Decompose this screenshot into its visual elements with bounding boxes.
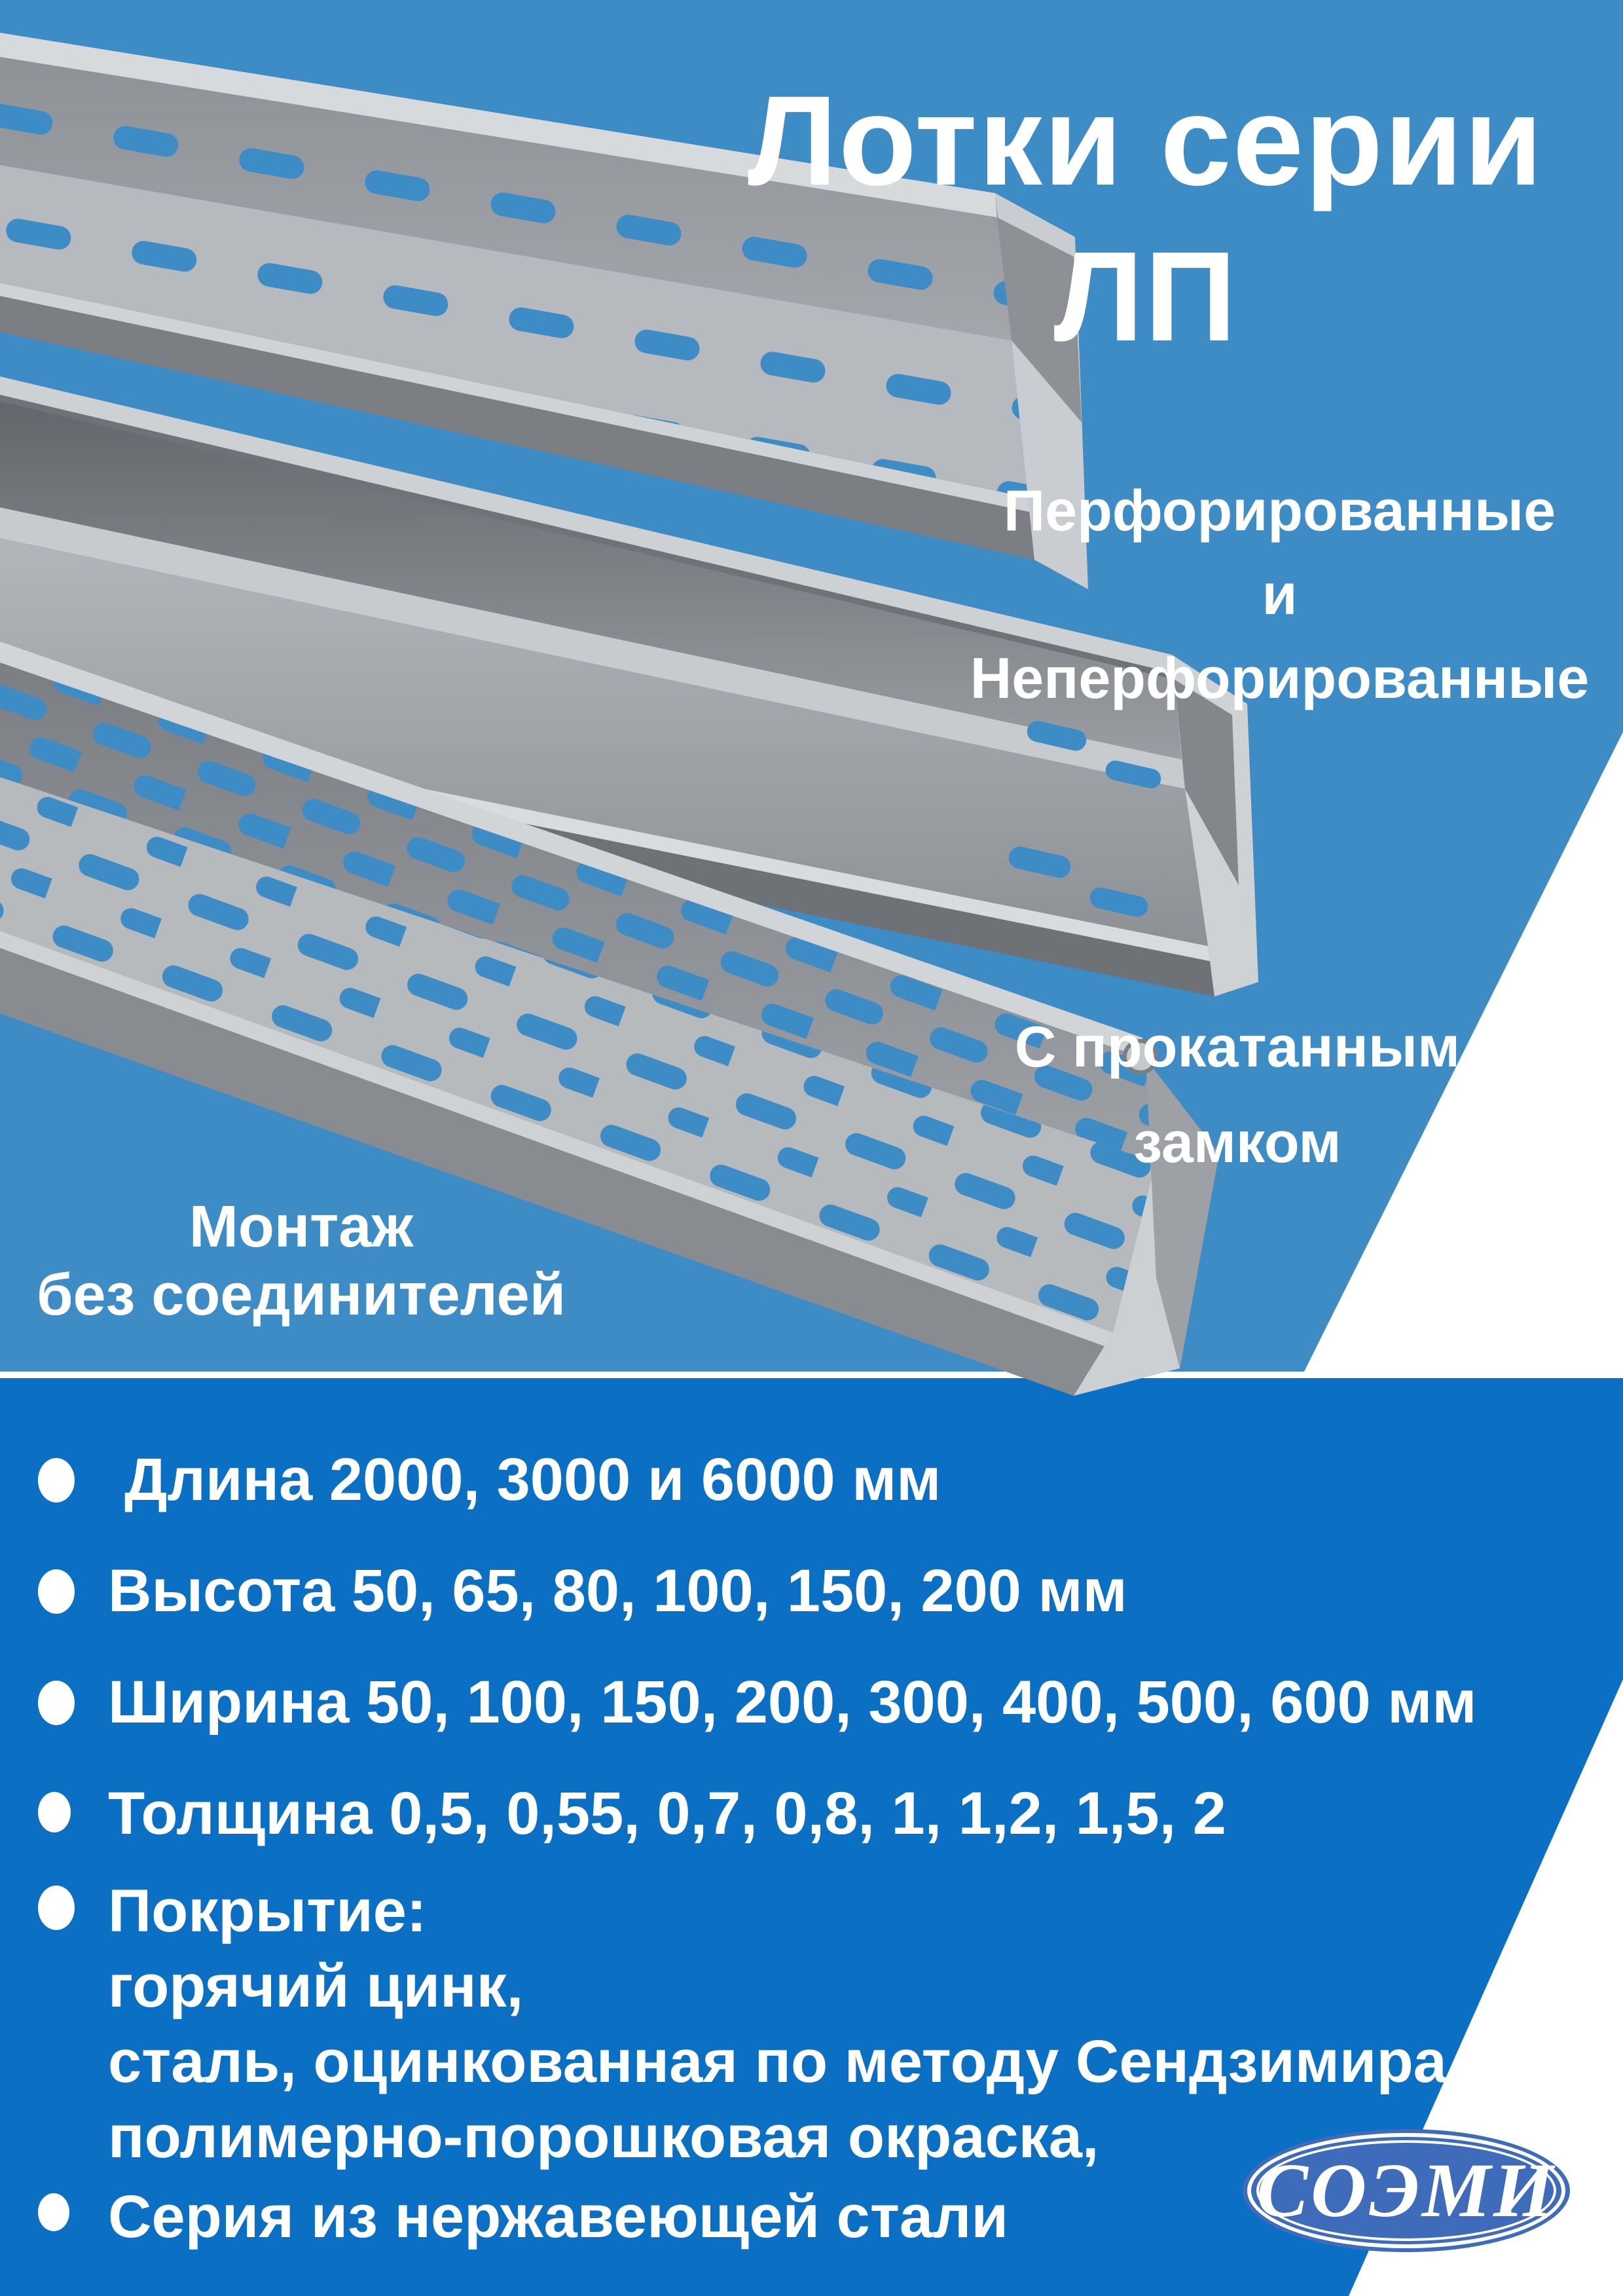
label-rolled-lock-line2: замком	[1133, 1110, 1341, 1175]
bullet-height: Высота 50, 65, 80, 100, 150, 200 мм	[108, 1558, 1127, 1624]
label-perforated-line2: и	[1262, 562, 1298, 627]
bullet-coating	[108, 1874, 1463, 2175]
label-mounting-line1: Монтаж	[189, 1194, 414, 1260]
label-perforated	[936, 469, 1623, 720]
bullet-stainless: Серия из нержавеющей стали	[108, 2183, 1009, 2250]
bullet-dot	[38, 2193, 69, 2231]
label-mounting-line2: без соединителей	[36, 1262, 566, 1328]
bullet-width: Ширина 50, 100, 150, 200, 300, 400, 500, 600 мм	[108, 1669, 1477, 1736]
bullet-coating-sub1: горячий цинк,	[108, 1953, 524, 2020]
bullet-thickness: Толщина 0,5, 0,55, 0,7, 0,8, 1, 1,2, 1,5, 2	[108, 1780, 1226, 1847]
bullet-dot	[38, 1458, 75, 1503]
label-rolled-lock-line1: С прокатанным	[1014, 1014, 1461, 1079]
bullet-dot	[38, 1569, 75, 1614]
bullet-coating-sub2: сталь, оцинкованная по методу Сендзимира,	[108, 2028, 1464, 2095]
page-title	[681, 63, 1611, 374]
bullet-length: Длина 2000, 3000 и 6000 мм	[124, 1446, 941, 1513]
label-rolled-lock	[903, 999, 1571, 1190]
bullet-coating-sub3: полимерно-порошковая окраска,	[108, 2104, 1099, 2170]
label-perforated-line1: Перфорированные	[1003, 478, 1556, 543]
bullet-dot	[38, 1792, 71, 1832]
page-title-line2: ЛП	[1053, 225, 1238, 368]
logo-text: СОЭМИ	[1256, 2147, 1556, 2233]
label-perforated-line3: Неперфорированные	[970, 646, 1590, 710]
page-title-line1: Лотки серии	[748, 69, 1544, 212]
bullet-dot	[38, 1886, 75, 1930]
label-mounting	[36, 1193, 566, 1329]
bullet-coating-title: Покрытие:	[108, 1878, 427, 1944]
bullet-dot	[38, 1681, 75, 1725]
company-logo	[1243, 2129, 1570, 2252]
